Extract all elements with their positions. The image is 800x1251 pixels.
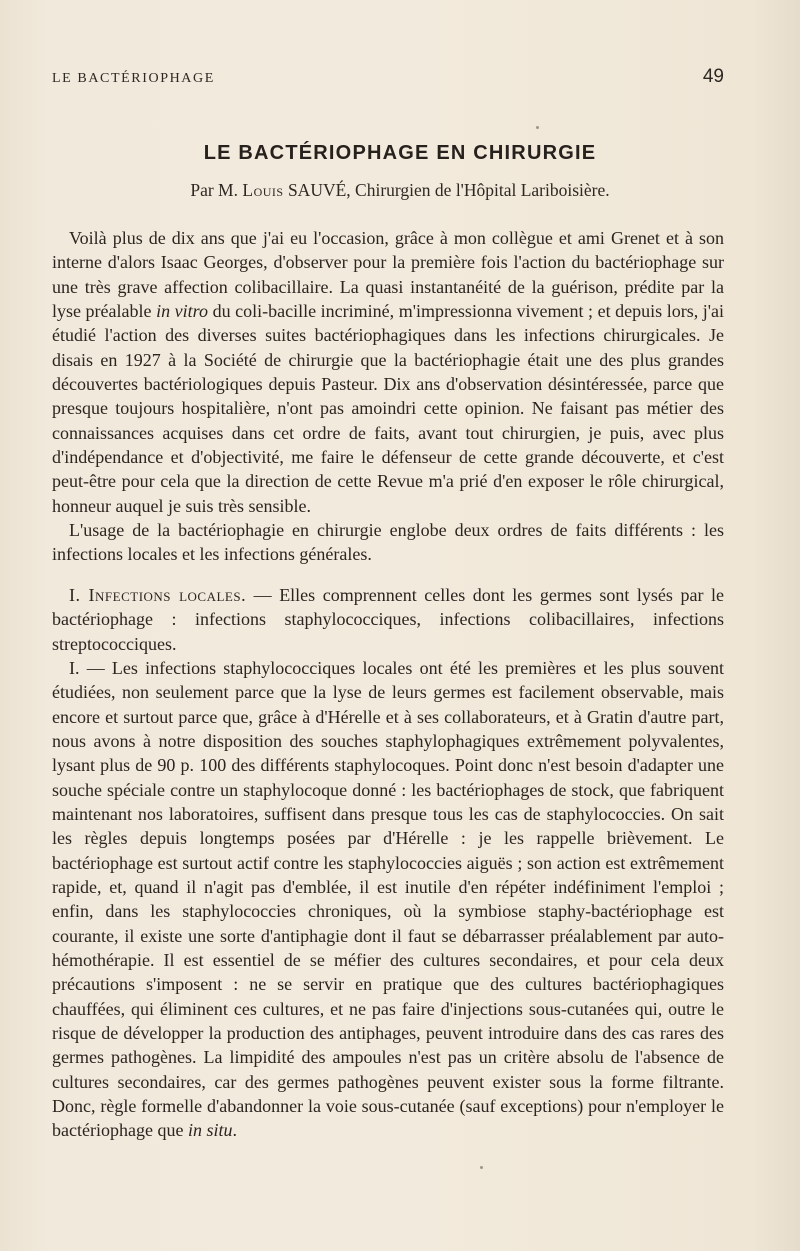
article-body (52, 226, 724, 1143)
article-byline (0, 180, 800, 201)
paper-speck (536, 126, 539, 129)
byline-prefix: Par M. (190, 180, 243, 200)
paper-speck (480, 1166, 483, 1169)
paragraph-intro (52, 226, 724, 518)
paragraph-text: . (232, 1120, 237, 1141)
paragraph-text: — Elles comprennent celles dont les germes sont lysés par le bactériophage : infections staphylococciques, infections colibacillaires, infections streptococciques. (52, 584, 724, 654)
italic-term: in situ (187, 1120, 233, 1141)
page-header (52, 66, 724, 88)
paragraph-staphylococcal (52, 656, 724, 1143)
section-heading: I. Infections locales. (69, 584, 247, 605)
paragraph-text: Voilà plus de dix ans que j'ai eu l'occasion, grâce à mon collègue et ami Grenet et à son interne d'alors Isaac Georges, d'observer pour la première fois l'action du bactériophage sur une très grave affection colibacillaire. La quasi instantanéité de la guérison, prédite par la lyse préalable (52, 228, 724, 322)
running-title: LE BACTÉRIOPHAGE (52, 71, 215, 86)
italic-term: in vitro (156, 301, 208, 322)
page-number: 49 (702, 66, 724, 87)
author-last-name: SAUVÉ (287, 180, 347, 200)
article-title: LE BACTÉRIOPHAGE EN CHIRURGIE (203, 142, 597, 164)
paragraph-text: du coli-bacille incriminé, m'impressionna vivement ; et depuis lors, j'ai étudié l'action des diverses suites bactériophagiques dans les infections chirurgicales. Je disais en 1927 à la Société de chirurgie que la bactériophagie était une des plus grandes découvertes bactériologiques depuis Pasteur. Dix ans d'observation désintéressée, parce que presque toujours hospitalière, n'ont pas amoindri cette opinion. Ne faisant pas métier des connaissances acquises dans cet ordre de faits, avant tout chirurgien, je puis, avec plus d'indépendance et d'objectivité, me faire le défenseur de cette grande découverte, et c'est peut-être pour cela que la direction de cette Revue m'a prié d'en exposer le rôle chirurgical, honneur auquel je suis très sensible. (52, 301, 725, 516)
paragraph-usage: L'usage de la bactériophagie en chirurgie englobe deux ordres de faits différents : les infections locales et les infections générales. (52, 520, 724, 565)
author-first-name: Louis (242, 180, 284, 200)
paragraph-text: I. — Les infections staphylococciques locales ont été les premières et les plus souvent étudiées, non seulement parce que la lyse de leurs germes est facilement observable, mais encore et surtout parce que, grâce à d'Hérelle et à ses collaborateurs, et à Gratin d'autre part, nous avons à notre disposition des souches staphylophagiques extrêmement polyvalentes, lysant plus de 90 p. 100 des différents staphylocoques. Point donc n'est besoin d'adapter une souche spéciale contre un staphylocoque donné : les bactériophages de stock, que fabriquent maintenant nos laboratoires, suffisent dans presque tous les cas de staphylococcies. On sait les règles depuis longtemps posées par d'Hérelle : je les rappelle brièvement. Le bactériophage est surtout actif contre les staphylococcies aiguës ; son action est extrêmement rapide, et, quand il n'agit pas d'emblée, il est inutile d'en répéter indéfiniment l'emploi ; enfin, dans les staphylococcies chroniques, où la symbiose staphy-bactériophage est courante, il existe une sorte d'antiphagie dont il faut se débarrasser préalablement par auto-hémothérapie. Il est essentiel de se méfier des cultures secondaires, et pour cela deux précautions s'imposent : ne se servir en pratique que des cultures bactériophagiques chauffées, qui éliminent ces cultures, et ne pas faire d'injections sous-cutanées qui, outre le risque de développer la production des antiphages, peuvent introduire dans des cas rares des germes pathogènes. La limpidité des ampoules n'est pas un critère absolu de l'absence de cultures secondaires, car des germes pathogènes peuvent exister sous la forme filtrante. Donc, règle formelle d'abandonner la voie sous-cutanée (sauf exceptions) pour n'employer le bactériophage que (52, 657, 724, 1141)
paragraph-local-infections (52, 583, 724, 656)
author-affiliation: , Chirurgien de l'Hôpital Lariboisière. (346, 180, 610, 200)
